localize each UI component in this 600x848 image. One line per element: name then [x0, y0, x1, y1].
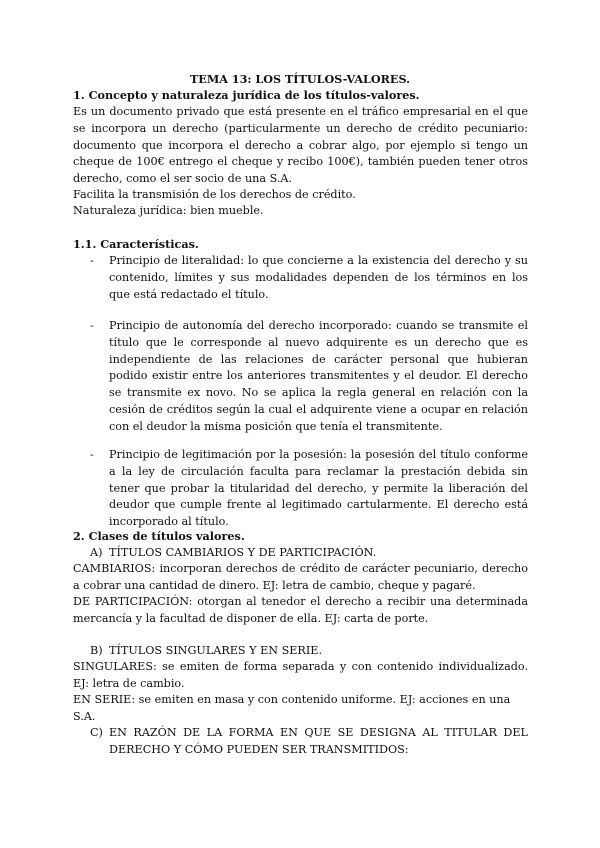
section-2-heading: 2. Clases de títulos valores. — [73, 529, 245, 543]
list-item: Principio de legitimación por la posesión: la posesión del título conforme a la ley de circulación faculta para reclamar la prestación debida sin tener que probar la titularidad del derecho, y permite la liberación del deudor que cumple frente al legitimado cartularmente. El derecho está incorporado al título. — [109, 448, 528, 529]
section-1-paragraph: Es un documento privado que está presente en el tráfico empresarial en el que se incorpora un derecho (particularmente un derecho de crédito pecuniario: documento que incorpora el derecho a cobrar algo, por ejemplo si tengo un cheque de 100€ entrego el cheque y recibo 100€), también pueden tener otros derecho, como el ser socio de una S.A. — [73, 105, 528, 186]
subsection-a-title: TÍTULOS CAMBIARIOS Y DE PARTICIPACIÓN. — [109, 546, 377, 559]
subsection-b-label: B) — [90, 644, 103, 657]
section-1-heading: 1. Concepto y naturaleza jurídica de los títulos-valores. — [73, 88, 420, 102]
bullet-dash: - — [90, 448, 94, 461]
subsection-b-title: TÍTULOS SINGULARES Y EN SERIE. — [109, 644, 322, 657]
section-1-paragraph-2: Facilita la transmisión de los derechos de crédito. — [73, 188, 356, 201]
subsection-c-label: C) — [90, 726, 103, 739]
subsection-a-paragraph-2: DE PARTICIPACIÓN: otorgan al tenedor el derecho a recibir una determinada mercancía y la facultad de disponer de ella. EJ: carta de porte. — [73, 595, 528, 625]
section-1-paragraph-3: Naturaleza jurídica: bien mueble. — [73, 204, 264, 217]
section-1-1-heading: 1.1. Características. — [73, 237, 199, 251]
page-title: TEMA 13: LOS TÍTULOS-VALORES. — [189, 72, 411, 86]
subsection-a-label: A) — [90, 546, 103, 559]
bullet-dash: - — [90, 319, 94, 332]
subsection-c-title: EN RAZÓN DE LA FORMA EN QUE SE DESIGNA AL TITULAR DEL DERECHO Y CÓMO PUEDEN SER TRANSMITIDOS: — [109, 726, 528, 756]
list-item: Principio de autonomía del derecho incorporado: cuando se transmite el título que le corresponde al nuevo adquirente es un derecho que es independiente de las relaciones de carácter personal que hubieran podido existir entre los anteriores transmitentes y el deudor. El derecho se transmite ex novo. No se aplica la regla general en relación con la cesión de créditos según la cual el adquirente viene a ocupar en relación con el deudor la misma posición que tenía el transmitente. — [109, 319, 528, 433]
subsection-a-paragraph: CAMBIARIOS: incorporan derechos de crédito de carácter pecuniario, derecho a cobrar una cantidad de dinero. EJ: letra de cambio, cheque y pagaré. — [73, 562, 528, 592]
subsection-b-paragraph: SINGULARES: se emiten de forma separada y con contenido individualizado. EJ: letra de cambio. — [73, 660, 528, 690]
list-item: Principio de literalidad: lo que concierne a la existencia del derecho y su contenido, límites y sus modalidades dependen de los términos en los que está redactado el título. — [109, 254, 528, 301]
subsection-b-paragraph-2: EN SERIE: se emiten en masa y con contenido uniforme. EJ: acciones en una S.A. — [73, 693, 511, 723]
bullet-dash: - — [90, 254, 94, 267]
